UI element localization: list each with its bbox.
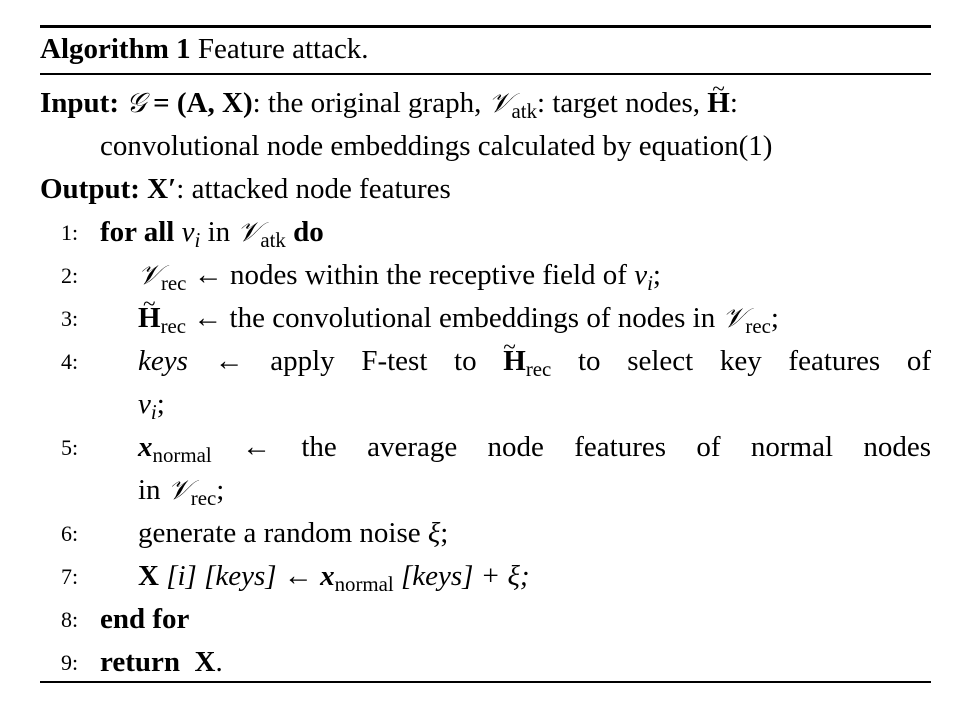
target-subscript: atk <box>511 99 538 124</box>
var-v: v <box>181 216 195 248</box>
step-5-continuation <box>138 469 224 512</box>
input-continuation <box>100 125 772 168</box>
set-symbol: 𝒱 <box>237 216 261 248</box>
step-6 <box>138 512 448 555</box>
target-description: : target nodes, <box>537 87 701 119</box>
x-matrix-symbol: X <box>138 560 159 592</box>
line-number: 5: <box>61 435 79 460</box>
line-number: 8: <box>61 607 79 632</box>
step-text: ← the average node features of normal nodes <box>241 431 931 463</box>
target-symbol: 𝒱 <box>488 87 512 119</box>
input-label: Input: <box>40 87 119 119</box>
set-symbol: 𝒱 <box>167 474 191 506</box>
algorithm-name: Feature attack. <box>197 33 369 65</box>
xi-symbol: ξ <box>427 517 441 549</box>
x-matrix-symbol: X <box>194 646 216 678</box>
assignment-rhs: [keys] + ξ; <box>400 560 530 592</box>
line-number: 6: <box>61 521 79 546</box>
bottom-rule <box>40 681 931 683</box>
output-description: : attacked node features <box>176 173 451 205</box>
line-number: 7: <box>61 564 79 589</box>
input-line <box>40 82 738 125</box>
embedding-colon: : <box>729 87 738 119</box>
period: . <box>215 646 223 678</box>
embedding-symbol: ~ H <box>503 340 526 383</box>
step-text: ← nodes within the receptive field of <box>193 259 627 291</box>
x-normal-subscript: normal <box>334 572 394 597</box>
index-expression: [i] [keys] ← <box>166 560 313 592</box>
semicolon: ; <box>440 517 449 549</box>
mid-rule <box>40 73 931 75</box>
semicolon: ; <box>216 474 225 506</box>
end-for-keyword: end for <box>100 603 190 635</box>
semicolon: ; <box>156 388 165 420</box>
embedding-symbol: ~ H <box>707 82 730 125</box>
for-all-keyword: for all <box>100 216 175 248</box>
output-line <box>40 168 451 211</box>
var-v: v <box>634 259 648 291</box>
set-subscript: atk <box>260 228 286 253</box>
line-number: 9: <box>61 650 79 675</box>
x-normal-subscript: normal <box>152 443 212 468</box>
step-text: generate a random noise <box>138 517 421 549</box>
output-label: Output: <box>40 173 140 205</box>
step-5 <box>138 426 931 469</box>
graph-definition: = (A, X) <box>153 87 253 119</box>
var-subscript: i <box>647 271 653 296</box>
set-symbol: 𝒱 <box>722 302 746 334</box>
embedding-symbol: ~ H <box>138 297 161 340</box>
step-3 <box>138 297 779 340</box>
step-9 <box>100 641 223 684</box>
set-subscript: rec <box>190 486 217 511</box>
line-number: 4: <box>61 349 79 374</box>
x-normal-symbol: x <box>138 431 153 463</box>
step-2 <box>138 254 661 297</box>
var-v: v <box>138 388 151 420</box>
x-normal-symbol: x <box>320 560 335 592</box>
set-symbol: 𝒱 <box>138 259 161 291</box>
set-subscript: rec <box>160 271 187 296</box>
graph-symbol: 𝒢 <box>126 87 146 119</box>
keys-var: keys <box>138 345 188 377</box>
semicolon: ; <box>770 302 779 334</box>
step-4-continuation <box>138 383 165 426</box>
step-4 <box>138 340 931 383</box>
step-text: ← apply F-test to <box>214 345 477 377</box>
step-text: ← the convolutional embeddings of nodes in <box>193 302 716 334</box>
algorithm-label: Algorithm 1 <box>40 33 191 65</box>
embedding-description: convolutional node embeddings calculated by equation(1) <box>100 130 773 162</box>
var-subscript: i <box>194 228 201 253</box>
semicolon: ; <box>652 259 661 291</box>
do-keyword: do <box>293 216 324 248</box>
in-word: in <box>138 474 161 506</box>
var-subscript: i <box>150 400 157 425</box>
step-text-2: to select key features of <box>578 345 932 377</box>
line-number: 1: <box>61 220 79 245</box>
algorithm-block <box>40 0 931 710</box>
return-keyword: return <box>100 646 181 678</box>
line-number: 2: <box>61 263 79 288</box>
embedding-subscript: rec <box>525 357 552 382</box>
in-word: in <box>207 216 231 248</box>
graph-description: : the original graph, <box>252 87 482 119</box>
step-7 <box>138 555 530 598</box>
algorithm-title <box>40 27 369 72</box>
output-symbol: X′ <box>147 173 177 205</box>
line-number: 3: <box>61 306 79 331</box>
step-1 <box>100 211 324 254</box>
set-subscript: rec <box>745 314 771 339</box>
step-8 <box>100 598 189 641</box>
embedding-subscript: rec <box>160 314 187 339</box>
